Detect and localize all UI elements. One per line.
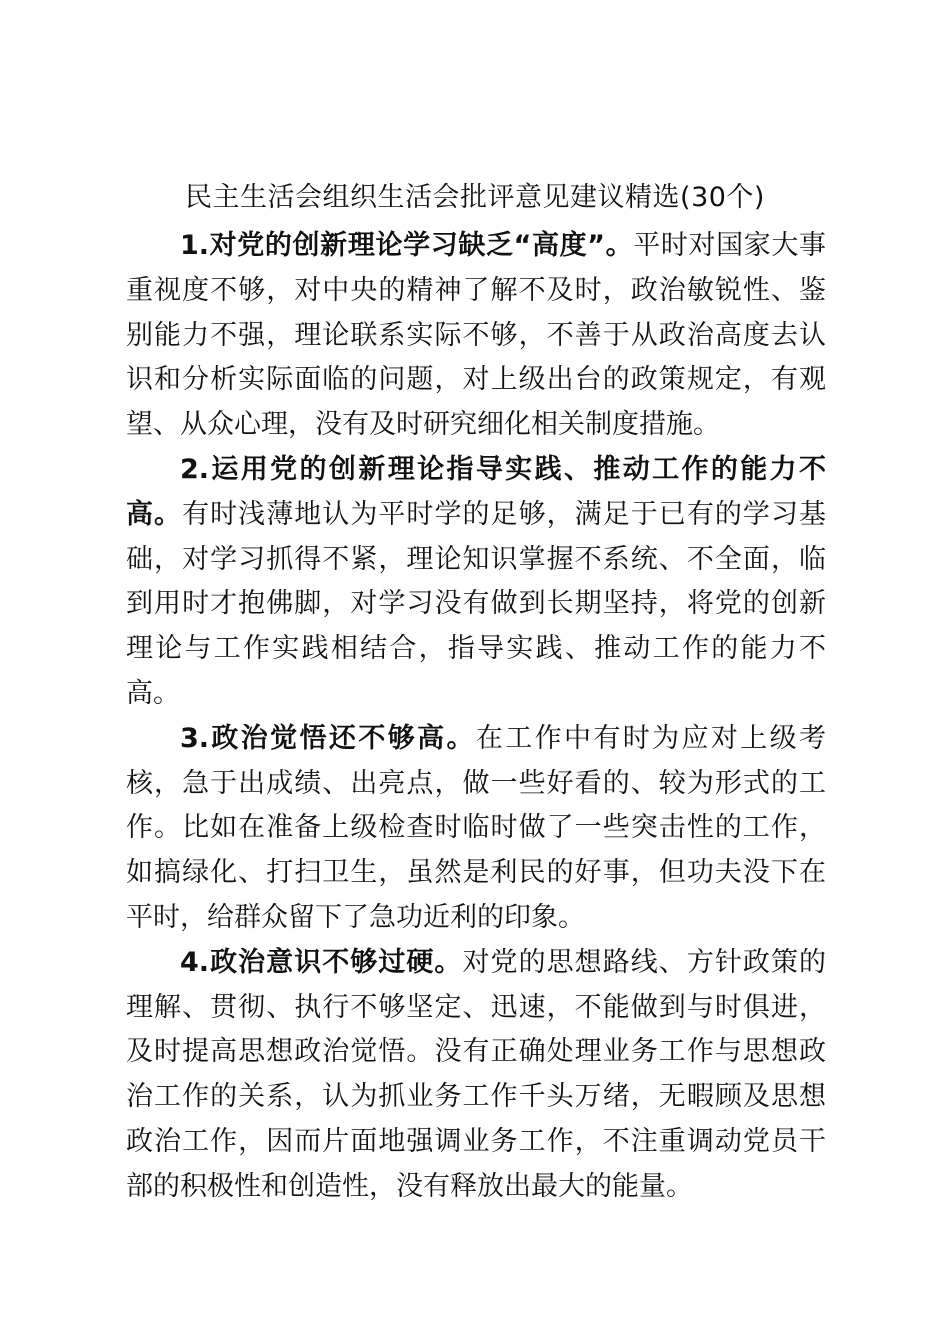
document-body: [126, 224, 826, 1210]
item-heading: 4.政治意识不够过硬。: [180, 946, 463, 978]
list-item: [126, 941, 826, 1210]
item-heading: 2.运用党的创新理论指导实践、推动工作的能力不高。: [126, 453, 826, 530]
item-text: 对党的思想路线、方针政策的理解、贯彻、执行不够坚定、迅速，不能做到与时俱进，及时提高思想政治觉悟。没有正确处理业务工作与思想政治工作的关系，认为抓业务工作千头万绪，无暇顾及思想政治工作，因而片面地强调业务工作，不注重调动党员干部的积极性和创造性，没有释放出最大的能量。: [126, 946, 827, 1202]
list-item: [126, 448, 826, 717]
item-text: 在工作中有时为应对上级考核，急于出成绩、出亮点，做一些好看的、较为形式的工作。比如在准备上级检查时临时做了一些突击性的工作，如搞绿化、打扫卫生，虽然是利民的好事，但功夫没下在平时，给群众留下了急功近利的印象。: [126, 722, 827, 933]
list-item: [126, 717, 826, 941]
document-title: 民主生活会组织生活会批评意见建议精选(30个): [185, 182, 765, 213]
item-heading: 3.政治觉悟还不够高。: [180, 722, 476, 754]
item-text: 平时对国家大事重视度不够，对中央的精神了解不及时，政治敏锐性、鉴别能力不强，理论联系实际不够，不善于从政治高度去认识和分析实际面临的问题，对上级出台的政策规定，有观望、从众心理，没有及时研究细化相关制度措施。: [126, 230, 826, 441]
item-text: 有时浅薄地认为平时学的足够，满足于已有的学习基础，对学习抓得不紧，理论知识掌握不系统、不全面，临到用时才抱佛脚，对学习没有做到长期坚持，将党的创新理论与工作实践相结合，指导实践、推动工作的能力不高。: [126, 498, 827, 709]
list-item: [126, 224, 826, 448]
item-heading: 1.对党的创新理论学习缺乏“高度”。: [180, 230, 634, 261]
